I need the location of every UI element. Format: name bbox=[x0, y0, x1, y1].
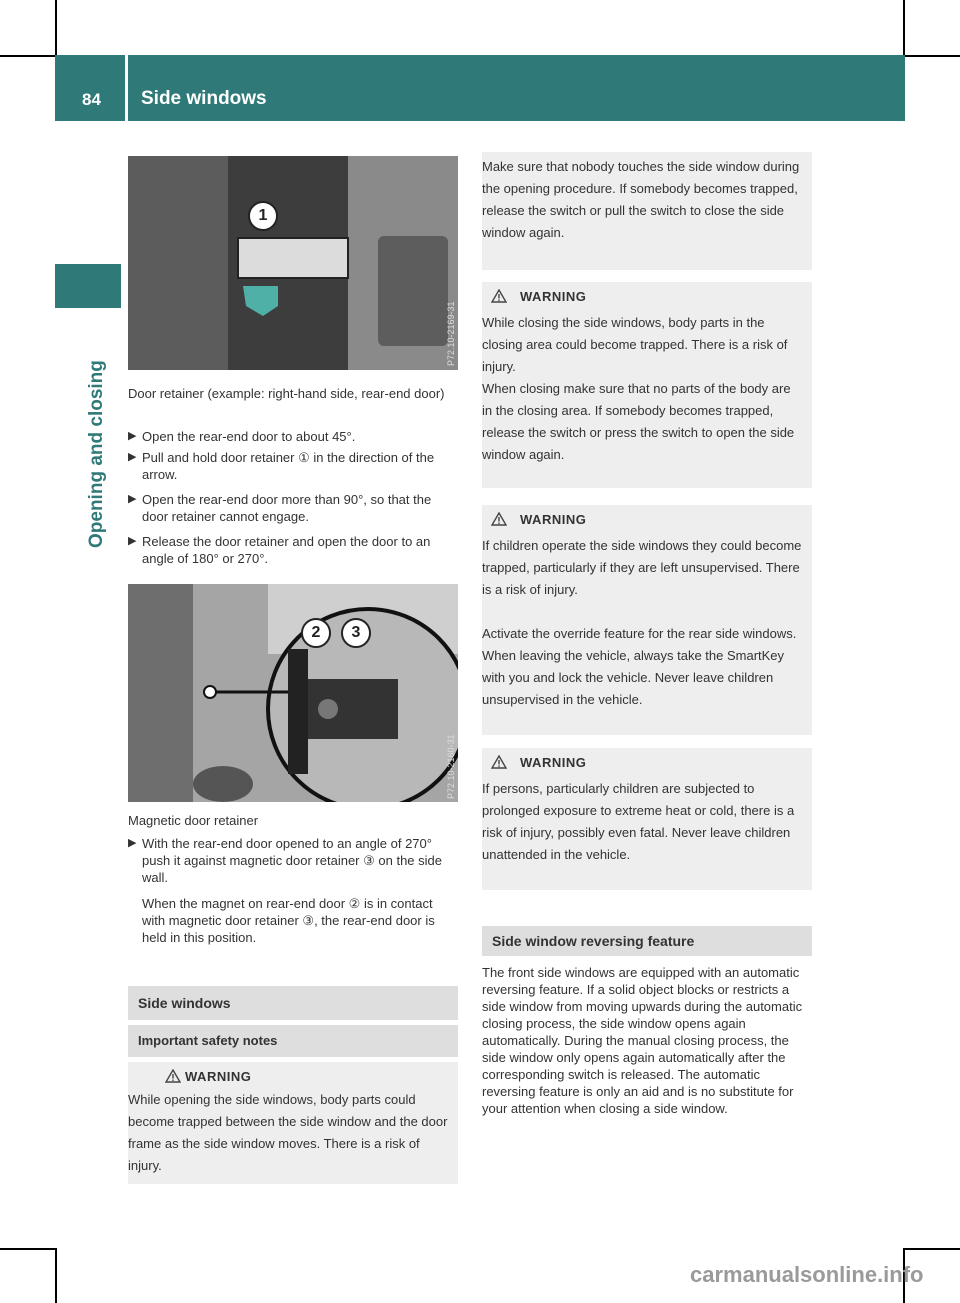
step bbox=[128, 449, 458, 483]
warning-triangle-icon bbox=[491, 289, 507, 303]
step-text: Open the rear-end door more than 90°, so that the door retainer cannot engage. bbox=[142, 492, 432, 524]
page-title: Side windows bbox=[141, 88, 267, 109]
warning-label: WARNING bbox=[520, 289, 587, 304]
image-code: P72.10-2169-31 bbox=[446, 301, 456, 366]
warning-text: Activate the override feature for the rear side windows. When leaving the vehicle, always take the SmartKey with you and lock the vehicle. Never leave children unsupervised in the vehicle. bbox=[482, 626, 797, 707]
door-retainer-illustration bbox=[128, 156, 458, 370]
callout-3: 3 bbox=[341, 618, 371, 648]
header-divider bbox=[125, 55, 128, 121]
figure2-caption: Magnetic door retainer bbox=[128, 813, 259, 828]
crop-mark bbox=[0, 55, 55, 57]
magnetic-retainer-photo bbox=[128, 584, 458, 802]
crop-mark bbox=[55, 0, 57, 55]
door-retainer-photo bbox=[128, 156, 458, 370]
crop-mark bbox=[55, 1248, 57, 1303]
warning-box bbox=[482, 282, 812, 488]
callout-2: 2 bbox=[301, 618, 331, 648]
step bbox=[128, 491, 458, 525]
warning-text: While closing the side windows, body parts in the closing area could become trapped. There is a risk of injury. bbox=[482, 315, 788, 374]
crop-mark bbox=[905, 55, 960, 57]
warning-box bbox=[128, 1062, 458, 1184]
step-arrow-icon: ▶ bbox=[128, 430, 137, 442]
warning-label: WARNING bbox=[185, 1069, 252, 1084]
warning-text: If persons, particularly children are subjected to prolonged exposure to extreme heat or cold, there is a risk of injury, possibly even fatal. Never leave children unattended in the vehicle. bbox=[482, 781, 795, 862]
step bbox=[128, 835, 458, 886]
warning-text: While opening the side windows, body parts could become trapped between the side window and the door frame as the side window moves. There is a risk of injury. bbox=[128, 1092, 448, 1173]
step-arrow-icon: ▶ bbox=[128, 493, 137, 505]
reversing-feature-text: The front side windows are equipped with an automatic reversing feature. If a solid object blocks or restricts a side window from moving upwards during the automatic closing process, the side window opens again automatically. During the manual closing process, the side window only opens again automatically after the corresponding switch is released. The automatic reversing feature is only an aid and is no substitute for your attention when closing a side window. bbox=[482, 965, 803, 1116]
image-code: P72.10-2160-31 bbox=[446, 734, 456, 799]
figure1-caption: Door retainer (example: right-hand side, rear-end door) bbox=[128, 386, 445, 401]
warning-text: If children operate the side windows they could become trapped, particularly if they are left unsupervised. There is a risk of injury. bbox=[482, 538, 802, 597]
warning-triangle-icon bbox=[491, 755, 507, 769]
step-arrow-icon: ▶ bbox=[128, 535, 137, 547]
warning-label: WARNING bbox=[520, 755, 587, 770]
crop-mark bbox=[905, 1248, 960, 1250]
step-arrow-icon: ▶ bbox=[128, 451, 137, 463]
step-arrow-icon: ▶ bbox=[128, 837, 137, 849]
crop-mark bbox=[903, 0, 905, 55]
sidebar-label: Opening and closing bbox=[86, 360, 107, 548]
warning-triangle-icon bbox=[491, 512, 507, 526]
warning-triangle-icon bbox=[165, 1069, 181, 1083]
warning-box bbox=[482, 505, 812, 735]
crop-mark bbox=[0, 1248, 55, 1250]
step-text: With the rear-end door opened to an angle of 270° push it against magnetic door retainer ③ on the side wall. bbox=[142, 836, 442, 885]
sidebar-tab bbox=[55, 264, 121, 308]
footer-watermark: carmanualsonline.info bbox=[690, 1262, 924, 1287]
magnetic-retainer-illustration bbox=[128, 584, 458, 802]
warning-box bbox=[482, 748, 812, 890]
warning-text: When closing make sure that no parts of the body are in the closing area. If somebody becomes trapped, release the switch or press the switch to open the side window again. bbox=[482, 381, 795, 462]
warning-box-continued bbox=[482, 152, 812, 270]
subsection-heading: Important safety notes bbox=[128, 1025, 458, 1057]
step-text: Open the rear-end door to about 45°. bbox=[142, 429, 356, 444]
callout-1: 1 bbox=[248, 201, 278, 231]
page-header bbox=[55, 55, 905, 121]
step-text: Release the door retainer and open the door to an angle of 180° or 270°. bbox=[142, 534, 431, 566]
warning-text: Make sure that nobody touches the side window during the opening procedure. If somebody becomes trapped, release the switch or pull the switch to close the side window again. bbox=[482, 159, 800, 240]
section-heading: Side windows bbox=[128, 986, 458, 1020]
section-heading: Side window reversing feature bbox=[482, 926, 812, 956]
warning-label: WARNING bbox=[520, 512, 587, 527]
step bbox=[128, 428, 458, 445]
step-text: Pull and hold door retainer ① in the direction of the arrow. bbox=[142, 450, 435, 482]
step-text: When the magnet on rear-end door ② is in contact with magnetic door retainer ③, the rear-end door is held in this position. bbox=[142, 896, 435, 945]
step bbox=[128, 533, 458, 567]
step-continuation bbox=[128, 895, 458, 946]
page-number: 84 bbox=[82, 90, 101, 109]
